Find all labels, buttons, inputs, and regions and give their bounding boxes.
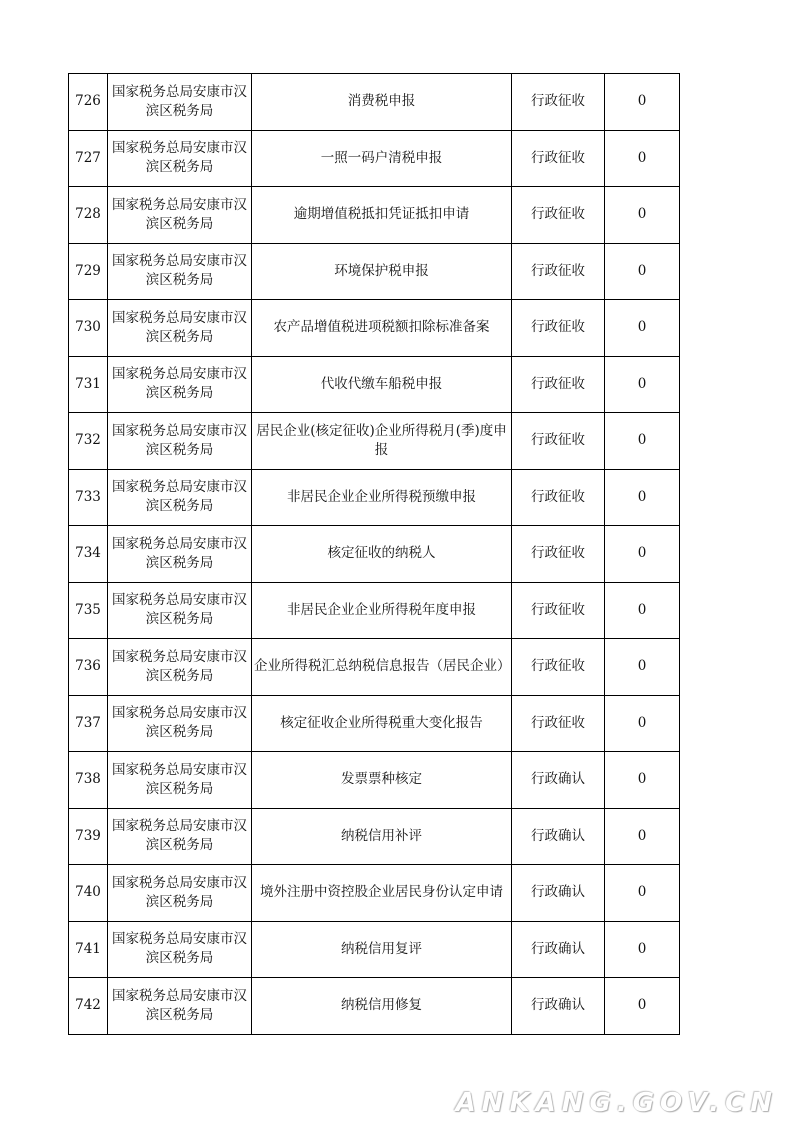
row-number: 727 [69,130,108,187]
value-cell: 0 [605,469,680,526]
department-cell: 国家税务总局安康市汉滨区税务局 [108,300,252,357]
value-cell: 0 [605,187,680,244]
department-cell: 国家税务总局安康市汉滨区税务局 [108,74,252,131]
category-cell: 行政确认 [512,921,605,978]
value-cell: 0 [605,300,680,357]
value-cell: 0 [605,865,680,922]
category-cell: 行政确认 [512,978,605,1035]
row-number: 728 [69,187,108,244]
category-cell: 行政征收 [512,187,605,244]
value-cell: 0 [605,808,680,865]
table-row [69,752,680,809]
value-cell: 0 [605,413,680,470]
table-row [69,582,680,639]
row-number: 739 [69,808,108,865]
table-row [69,356,680,413]
table-row [69,74,680,131]
item-name-cell: 企业所得税汇总纳税信息报告（居民企业） [252,639,512,696]
item-name-cell: 逾期增值税抵扣凭证抵扣申请 [252,187,512,244]
category-cell: 行政征收 [512,695,605,752]
department-cell: 国家税务总局安康市汉滨区税务局 [108,526,252,583]
item-name-cell: 非居民企业企业所得税年度申报 [252,582,512,639]
item-name-cell: 居民企业(核定征收)企业所得税月(季)度申报 [252,413,512,470]
category-cell: 行政确认 [512,865,605,922]
row-number: 736 [69,639,108,696]
table-body [69,74,680,1035]
row-number: 726 [69,74,108,131]
department-cell: 国家税务总局安康市汉滨区税务局 [108,130,252,187]
row-number: 731 [69,356,108,413]
category-cell: 行政确认 [512,808,605,865]
item-name-cell: 纳税信用修复 [252,978,512,1035]
value-cell: 0 [605,639,680,696]
table-row [69,469,680,526]
row-number: 737 [69,695,108,752]
table-row [69,187,680,244]
department-cell: 国家税务总局安康市汉滨区税务局 [108,469,252,526]
row-number: 729 [69,243,108,300]
department-cell: 国家税务总局安康市汉滨区税务局 [108,865,252,922]
table-row [69,130,680,187]
category-cell: 行政征收 [512,356,605,413]
row-number: 730 [69,300,108,357]
table-row [69,526,680,583]
value-cell: 0 [605,921,680,978]
value-cell: 0 [605,243,680,300]
table-row [69,639,680,696]
row-number: 732 [69,413,108,470]
department-cell: 国家税务总局安康市汉滨区税务局 [108,187,252,244]
department-cell: 国家税务总局安康市汉滨区税务局 [108,582,252,639]
row-number: 738 [69,752,108,809]
department-cell: 国家税务总局安康市汉滨区税务局 [108,413,252,470]
table-row [69,243,680,300]
category-cell: 行政征收 [512,243,605,300]
table-row [69,808,680,865]
table-row [69,921,680,978]
row-number: 735 [69,582,108,639]
department-cell: 国家税务总局安康市汉滨区税务局 [108,639,252,696]
row-number: 740 [69,865,108,922]
site-watermark: ANKANG.GOV.CN [455,1088,778,1118]
department-cell: 国家税务总局安康市汉滨区税务局 [108,356,252,413]
department-cell: 国家税务总局安康市汉滨区税务局 [108,921,252,978]
category-cell: 行政征收 [512,469,605,526]
value-cell: 0 [605,695,680,752]
item-name-cell: 境外注册中资控股企业居民身份认定申请 [252,865,512,922]
category-cell: 行政征收 [512,582,605,639]
value-cell: 0 [605,526,680,583]
item-name-cell: 纳税信用复评 [252,921,512,978]
department-cell: 国家税务总局安康市汉滨区税务局 [108,243,252,300]
category-cell: 行政征收 [512,130,605,187]
item-name-cell: 环境保护税申报 [252,243,512,300]
value-cell: 0 [605,74,680,131]
category-cell: 行政征收 [512,74,605,131]
row-number: 741 [69,921,108,978]
item-name-cell: 核定征收企业所得税重大变化报告 [252,695,512,752]
item-name-cell: 非居民企业企业所得税预缴申报 [252,469,512,526]
value-cell: 0 [605,978,680,1035]
department-cell: 国家税务总局安康市汉滨区税务局 [108,978,252,1035]
item-name-cell: 消费税申报 [252,74,512,131]
item-name-cell: 一照一码户清税申报 [252,130,512,187]
item-name-cell: 发票票种核定 [252,752,512,809]
item-name-cell: 代收代缴车船税申报 [252,356,512,413]
value-cell: 0 [605,356,680,413]
row-number: 733 [69,469,108,526]
item-name-cell: 农产品增值税进项税额扣除标准备案 [252,300,512,357]
category-cell: 行政确认 [512,752,605,809]
department-cell: 国家税务总局安康市汉滨区税务局 [108,808,252,865]
table-row [69,978,680,1035]
department-cell: 国家税务总局安康市汉滨区税务局 [108,752,252,809]
category-cell: 行政征收 [512,526,605,583]
item-name-cell: 核定征收的纳税人 [252,526,512,583]
table-row [69,695,680,752]
row-number: 742 [69,978,108,1035]
table-row [69,300,680,357]
category-cell: 行政征收 [512,413,605,470]
item-name-cell: 纳税信用补评 [252,808,512,865]
department-cell: 国家税务总局安康市汉滨区税务局 [108,695,252,752]
value-cell: 0 [605,582,680,639]
row-number: 734 [69,526,108,583]
category-cell: 行政征收 [512,300,605,357]
category-cell: 行政征收 [512,639,605,696]
service-table [68,73,680,1035]
value-cell: 0 [605,130,680,187]
table-row [69,865,680,922]
value-cell: 0 [605,752,680,809]
table-row [69,413,680,470]
